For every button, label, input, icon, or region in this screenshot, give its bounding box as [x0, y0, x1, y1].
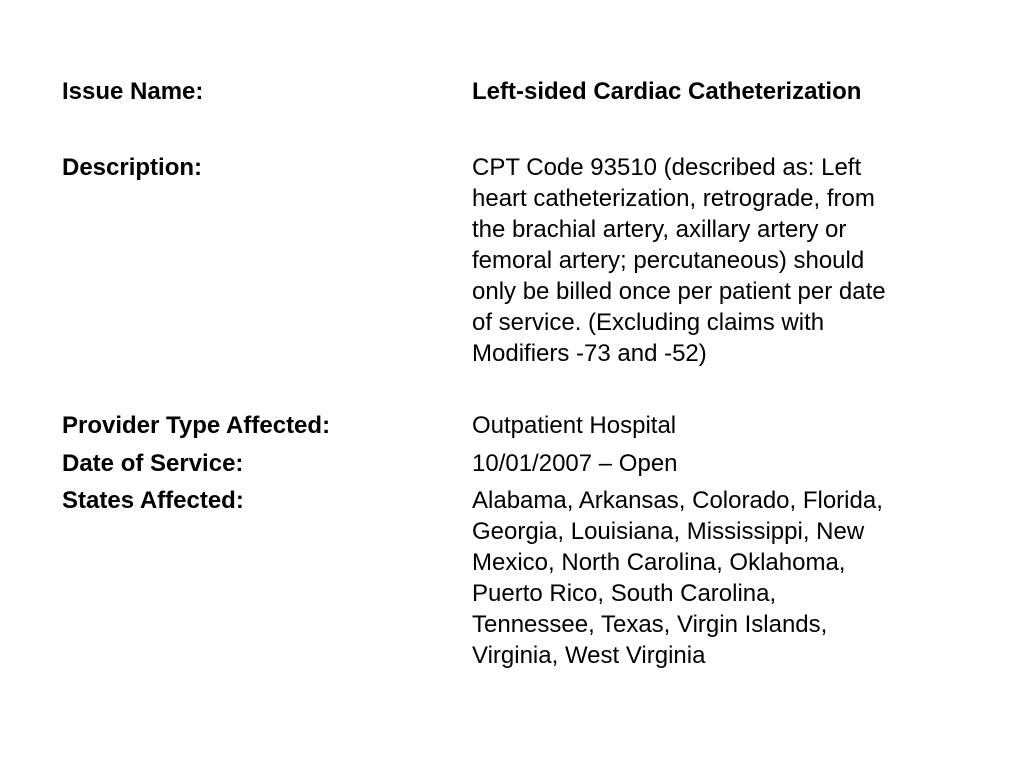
provider-type-value: Outpatient Hospital	[472, 412, 677, 439]
issue-name-label: Issue Name:	[62, 78, 204, 105]
date-of-service-value: 10/01/2007 – Open	[472, 450, 678, 477]
date-of-service-label: Date of Service:	[62, 450, 244, 477]
provider-type-label: Provider Type Affected:	[62, 412, 331, 439]
description-value: CPT Code 93510 (described as: Left heart catheterization, retrograde, from the brachial artery, axillary artery or femoral artery; percutaneous) should only be billed once per patient per date of service. (Excluding claims with Modifiers -73 and -52)	[472, 154, 886, 367]
description-label: Description:	[62, 154, 203, 181]
states-affected-label: States Affected:	[62, 487, 244, 514]
issue-name-value: Left-sided Cardiac Catheterization	[472, 78, 862, 105]
states-affected-value: Alabama, Arkansas, Colorado, Florida, Georgia, Louisiana, Mississippi, New Mexico, North Carolina, Oklahoma, Puerto Rico, South Carolina, Tennessee, Texas, Virgin Islands, Virginia, West Virginia	[472, 487, 883, 669]
